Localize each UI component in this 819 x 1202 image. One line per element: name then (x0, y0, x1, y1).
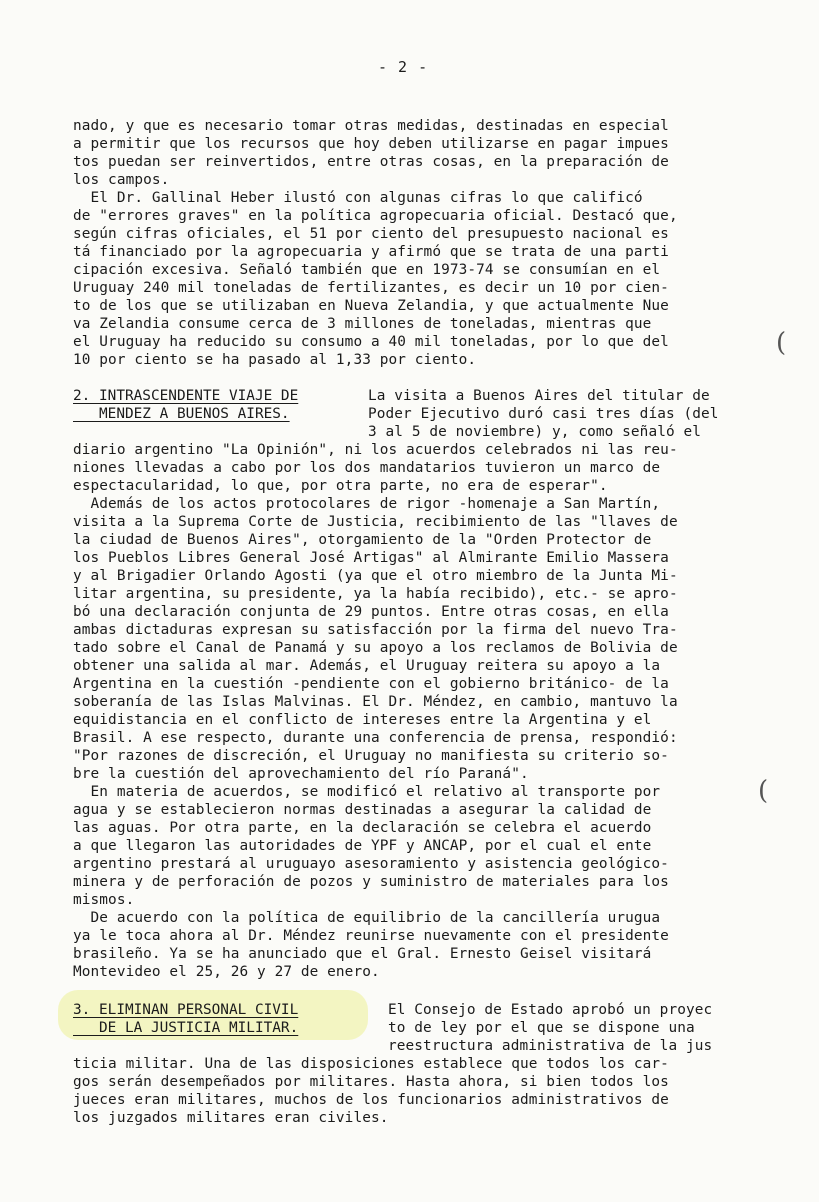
text-line: El Dr. Gallinal Heber ilustó con algunas cifras lo que calificó (73, 190, 643, 206)
text-line: gos serán desempeñados por militares. Hasta ahora, si bien todos los (73, 1074, 669, 1090)
text-line: Brasil. A ese respecto, durante una conferencia de prensa, respondió: (73, 730, 678, 746)
text-line: to de ley por el que se dispone una (388, 1020, 695, 1036)
margin-bracket-mark: ( (758, 776, 769, 806)
text-line: y al Brigadier Orlando Agosti (ya que el otro miembro de la Junta Mi- (73, 568, 678, 584)
text-line: La visita a Buenos Aires del titular de (368, 388, 710, 404)
text-line: la ciudad de Buenos Aires", otorgamiento de la "Orden Protector de (73, 532, 652, 548)
text-line: los juzgados militares eran civiles. (73, 1110, 389, 1126)
text-line: Poder Ejecutivo duró casi tres días (del (368, 406, 719, 422)
text-line: mismos. (73, 892, 135, 908)
text-line: va Zelandia consume cerca de 3 millones de toneladas, mientras que (73, 316, 652, 332)
text-line: Montevideo el 25, 26 y 27 de enero. (73, 964, 380, 980)
text-line: ticia militar. Una de las disposiciones establece que todos los car- (73, 1056, 669, 1072)
text-line: los campos. (73, 172, 170, 188)
text-line: En materia de acuerdos, se modificó el relativo al transporte por (73, 784, 661, 800)
text-line: los Pueblos Libres General José Artigas" al Almirante Emilio Massera (73, 550, 669, 566)
text-line: según cifras oficiales, el 51 por ciento del presupuesto nacional es (73, 226, 669, 242)
text-line: obtener una salida al mar. Además, el Uruguay reitera su apoyo a la (73, 658, 661, 674)
text-line: De acuerdo con la política de equilibrio de la cancillería urugua (73, 910, 661, 926)
text-line: 10 por ciento se ha pasado al 1,33 por ciento. (73, 352, 477, 368)
page-number: - 2 - (378, 58, 429, 76)
text-line: diario argentino "La Opinión", ni los acuerdos celebrados ni las reu- (73, 442, 678, 458)
text-line: a permitir que los recursos que hoy deben utilizarse en pagar impues (73, 136, 669, 152)
text-line: soberanía de las Islas Malvinas. El Dr. Méndez, en cambio, mantuvo la (73, 694, 678, 710)
text-line: equidistancia en el conflicto de intereses entre la Argentina y el (73, 712, 652, 728)
text-line: jueces eran militares, muchos de los funcionarios administrativos de (73, 1092, 669, 1108)
text-line: Argentina en la cuestión -pendiente con el gobierno británico- de la (73, 676, 669, 692)
margin-bracket-mark: ( (776, 328, 787, 358)
text-line: Uruguay 240 mil toneladas de fertilizantes, es decir un 10 por cien- (73, 280, 669, 296)
text-line: tado sobre el Canal de Panamá y su apoyo a los reclamos de Bolivia de (73, 640, 678, 656)
text-line: visita a la Suprema Corte de Justicia, recibimiento de las "llaves de (73, 514, 678, 530)
section-2-heading-line: MENDEZ A BUENOS AIRES. (73, 406, 290, 422)
text-line: niones llevadas a cabo por los dos mandatarios tuvieron un marco de (73, 460, 661, 476)
text-line: litar argentina, su presidente, ya la había recibido), etc.- se apro- (73, 586, 678, 602)
text-line: reestructura administrativa de la jus (388, 1038, 713, 1054)
text-line: argentino prestará al uruguayo asesoramiento y asistencia geológico- (73, 856, 669, 872)
text-line: agua y se establecieron normas destinadas a asegurar la calidad de (73, 802, 652, 818)
text-line: ambas dictaduras expresan su satisfacción por la firma del nuevo Tra- (73, 622, 678, 638)
text-line: cipación excesiva. Señaló también que en 1973-74 se consumían en el (73, 262, 661, 278)
text-line: tá financiado por la agropecuaria y afirmó que se trata de una parti (73, 244, 669, 260)
text-line: tos puedan ser reinvertidos, entre otras cosas, en la preparación de (73, 154, 669, 170)
section-2-heading-line: 2. INTRASCENDENTE VIAJE DE (73, 388, 299, 404)
section-3-heading-line: 3. ELIMINAN PERSONAL CIVIL (73, 1002, 299, 1018)
text-line: Además de los actos protocolares de rigor -homenaje a San Martín, (73, 496, 661, 512)
text-line: "Por razones de discreción, el Uruguay no manifiesta su criterio so- (73, 748, 669, 764)
text-line: 3 al 5 de noviembre) y, como señaló el (368, 424, 702, 440)
text-line: las aguas. Por otra parte, en la declaración se celebra el acuerdo (73, 820, 652, 836)
text-line: ya le toca ahora al Dr. Méndez reunirse nuevamente con el presidente (73, 928, 669, 944)
text-line: brasileño. Ya se ha anunciado que el Gral. Ernesto Geisel visitará (73, 946, 652, 962)
text-line: bre la cuestión del aprovechamiento del río Paraná". (73, 766, 529, 782)
text-line: nado, y que es necesario tomar otras medidas, destinadas en especial (73, 118, 669, 134)
text-line: espectacularidad, lo que, por otra parte, no era de esperar". (73, 478, 608, 494)
text-line: minera y de perforación de pozos y suministro de materiales para los (73, 874, 669, 890)
text-line: El Consejo de Estado aprobó un proyec (388, 1002, 713, 1018)
text-line: a que llegaron las autoridades de YPF y ANCAP, por el cual el ente (73, 838, 652, 854)
text-line: el Uruguay ha reducido su consumo a 40 mil toneladas, por lo que del (73, 334, 669, 350)
text-line: to de los que se utilizaban en Nueva Zelandia, y que actualmente Nue (73, 298, 669, 314)
section-3-heading-line: DE LA JUSTICIA MILITAR. (73, 1020, 299, 1036)
text-line: de "errores graves" en la política agropecuaria oficial. Destacó que, (73, 208, 678, 224)
text-line: bó una declaración conjunta de 29 puntos. Entre otras cosas, en ella (73, 604, 669, 620)
